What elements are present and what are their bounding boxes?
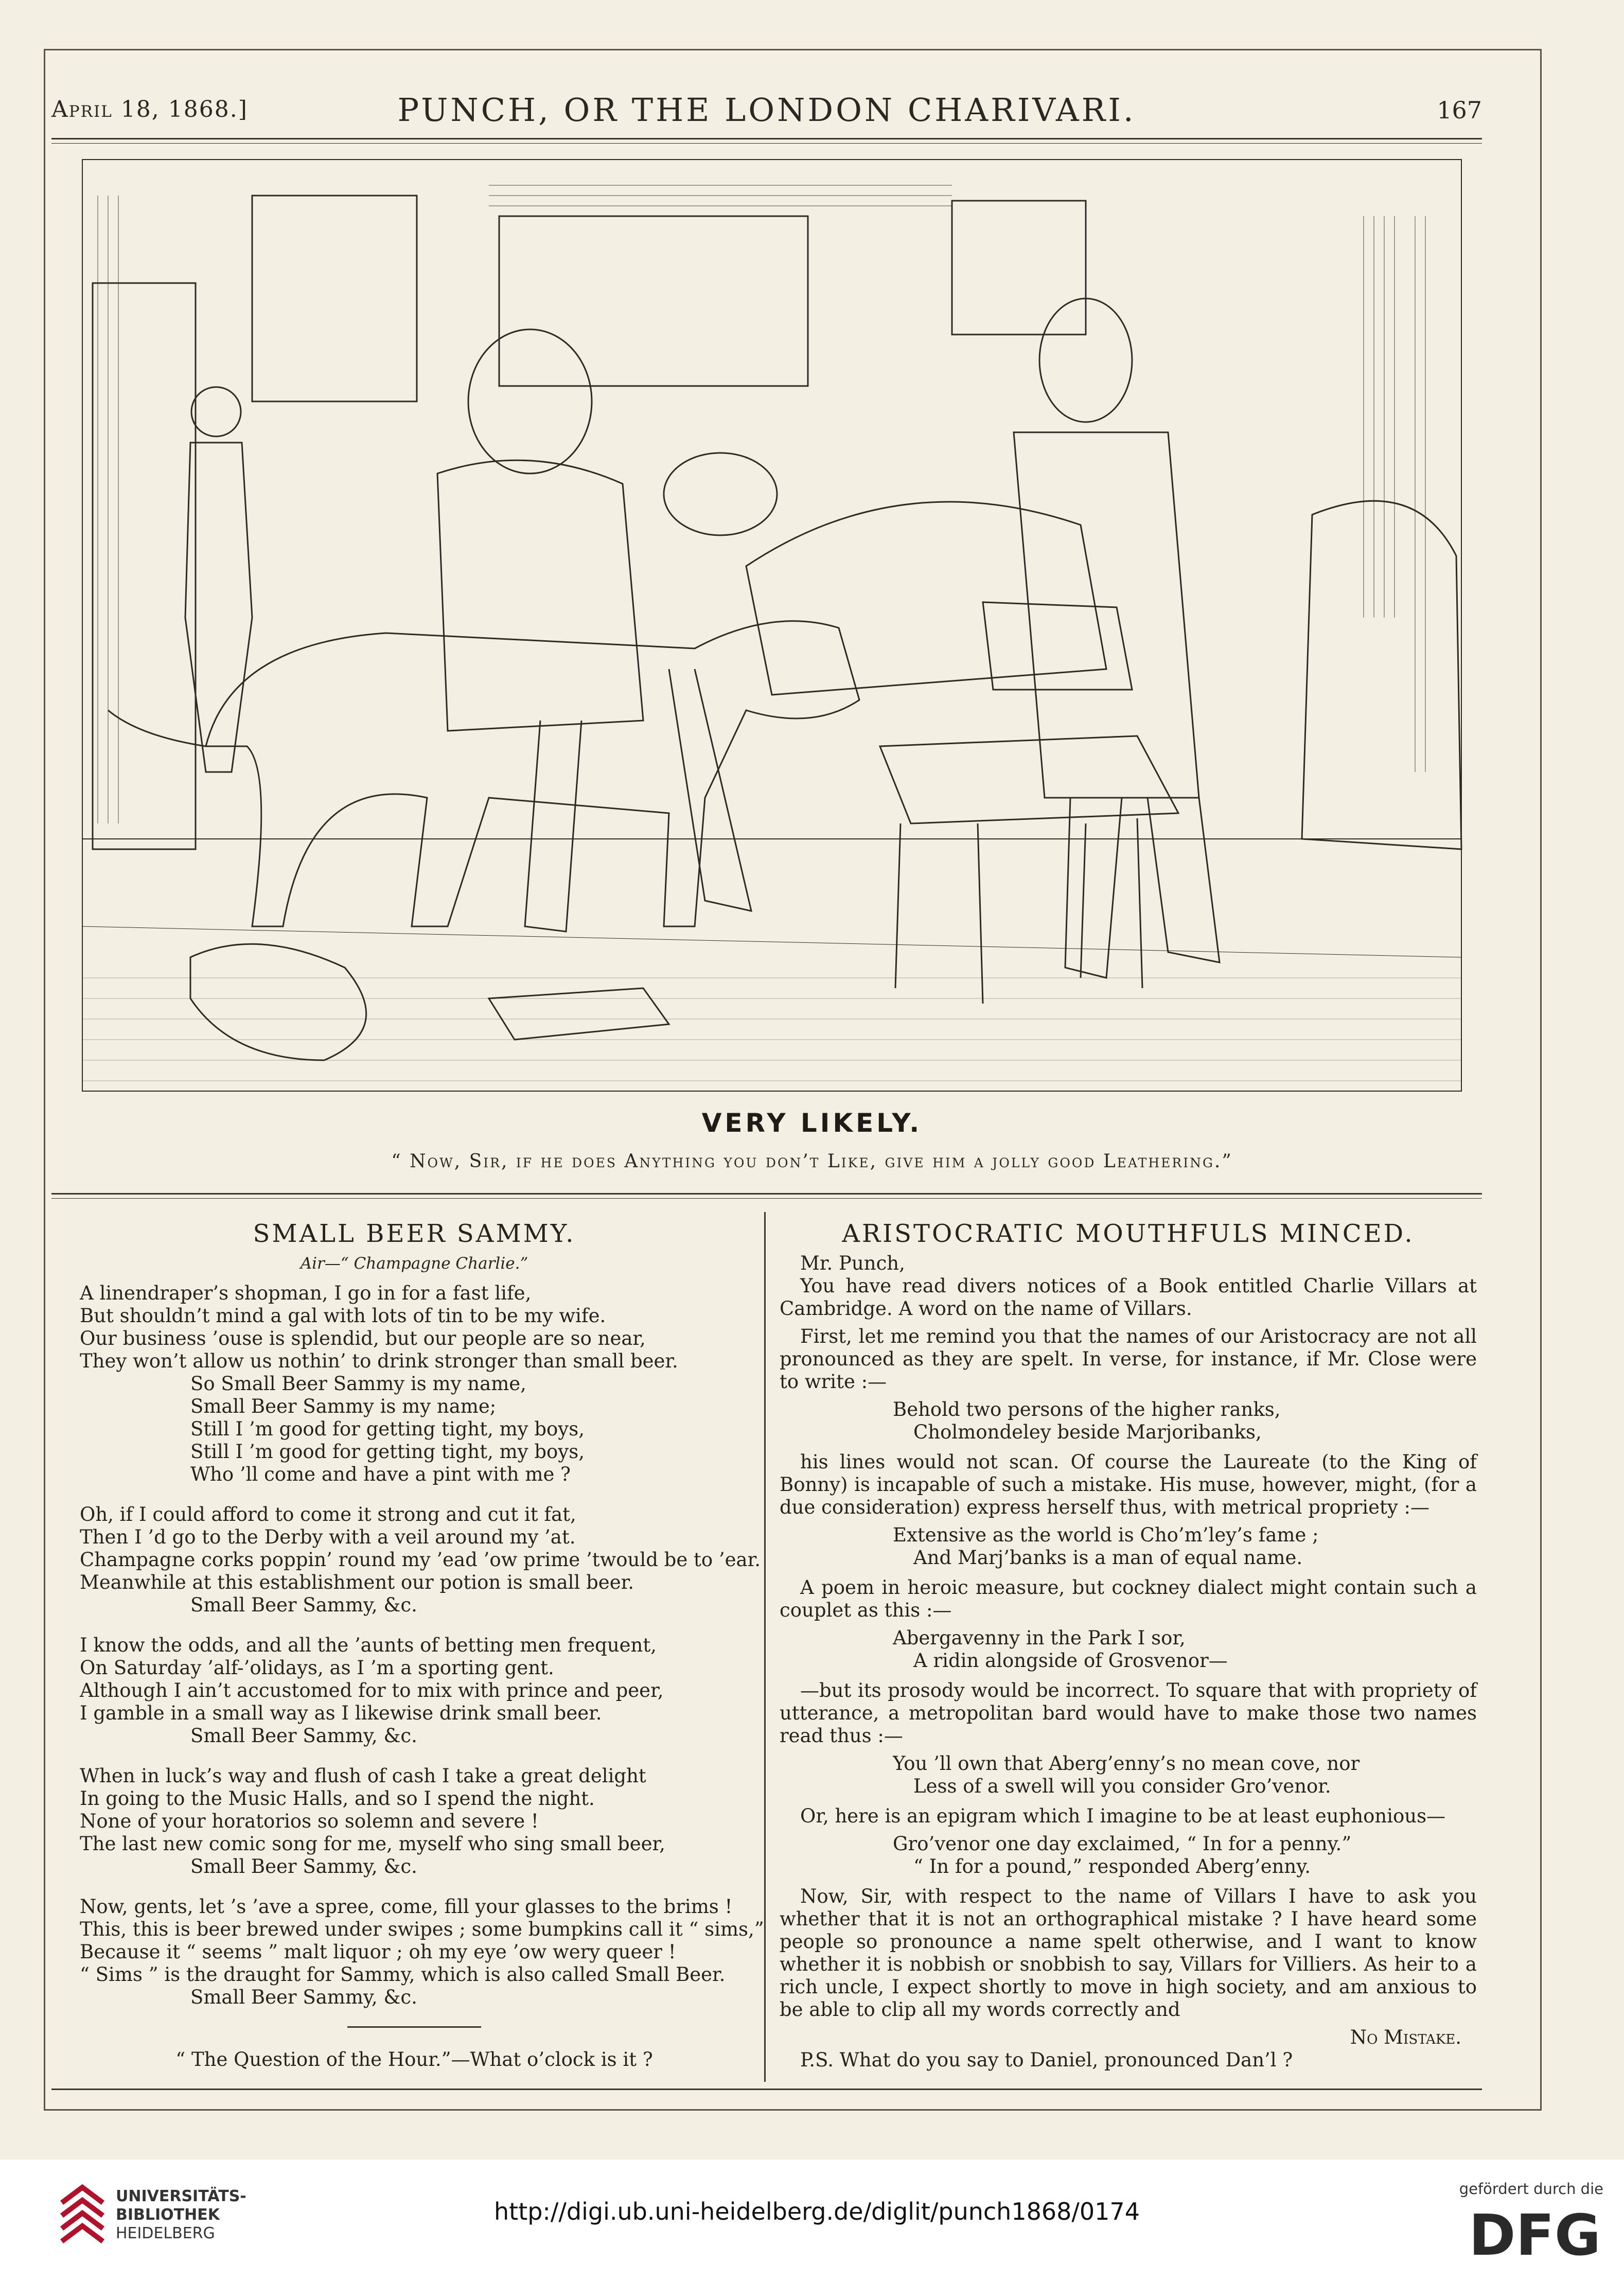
verse-quotation xyxy=(780,1627,1477,1672)
university-line-1: UNIVERSITÄTS- xyxy=(116,2187,246,2205)
dog xyxy=(206,621,859,926)
poem-line: The last new comic song for me, myself who sing small beer, xyxy=(80,1833,665,1855)
poem-line: This, this is beer brewed under swipes ; some bumpkins call it “ sims,” xyxy=(80,1918,764,1940)
page-header xyxy=(51,85,1482,142)
poem-verses xyxy=(80,1282,764,2009)
salutation: Mr. Punch, xyxy=(800,1252,905,1274)
cartoon-title: VERY LIKELY. xyxy=(701,1108,923,1138)
bottom-rule xyxy=(51,2089,1482,2090)
poem-line: Our business ’ouse is splendid, but our people are so near, xyxy=(80,1327,646,1349)
section-rule xyxy=(347,2026,481,2028)
postscript: P.S. What do you say to Daniel, pronounced Dan’l ? xyxy=(800,2049,1293,2071)
poem-line: “ Sims ” is the draught for Sammy, which is also called Small Beer. xyxy=(80,1963,726,1986)
stout-man-body xyxy=(437,460,643,731)
article-title: SMALL BEER SAMMY. xyxy=(253,1219,576,1248)
verse-quotation xyxy=(780,1833,1477,1878)
publication-title: PUNCH, OR THE LONDON CHARIVARI. xyxy=(397,91,1136,129)
header-rule xyxy=(51,138,1482,139)
quotation-line: Behold two persons of the higher ranks, xyxy=(893,1398,1281,1420)
poem-line: On Saturday ’alf-’olidays, as I ’m a sporting gent. xyxy=(80,1657,554,1679)
poem-stanza xyxy=(80,1503,761,1617)
poem-line: Meanwhile at this establishment our potion is small beer. xyxy=(80,1571,634,1593)
quotation-line: And Marj’banks is a man of equal name. xyxy=(913,1547,1303,1569)
quotation-line: “ In for a pound,” responded Aberg’enny. xyxy=(913,1855,1311,1878)
boy-head xyxy=(191,387,241,436)
poem-line: They won’t allow us nothin’ to drink stronger than small beer. xyxy=(80,1350,678,1372)
poem-line: Champagne corks poppin’ round my ’ead ’ow prime ’twould be to ’ear. xyxy=(80,1549,761,1571)
article-body xyxy=(780,1275,1477,2021)
poem-line: Still I ’m good for getting tight, my boys, xyxy=(190,1441,585,1463)
verse-quotation xyxy=(780,1524,1477,1569)
poem-line: Who ’ll come and have a pint with me ? xyxy=(190,1463,571,1485)
paragraph: A poem in heroic measure, but cockney dialect might contain such a couplet as this :— xyxy=(780,1576,1477,1621)
poem-line: I gamble in a small way as I likewise drink small beer. xyxy=(80,1702,602,1724)
caption-rule-thin xyxy=(51,1198,1482,1199)
verse-quotation xyxy=(780,1752,1477,1798)
poem-stanza xyxy=(80,1896,764,2009)
poem-line: In going to the Music Halls, and so I spend the night. xyxy=(80,1787,595,1810)
cartoon-frame xyxy=(82,160,1461,1091)
university-line-2: BIBLIOTHEK xyxy=(116,2206,220,2224)
quotation-line: You ’ll own that Aberg’enny’s no mean cove, nor xyxy=(893,1752,1360,1775)
question-of-the-hour: “ The Question of the Hour.”—What o’clock is it ? xyxy=(175,2048,653,2071)
paragraph: Or, here is an epigram which I imagine to be at least euphonious— xyxy=(800,1805,1446,1827)
column-divider xyxy=(764,1212,766,2082)
paragraph: —but its prosody would be incorrect. To square that with propriety of utterance, a metropolitan bard would have to make those two names read thus :— xyxy=(780,1679,1477,1747)
poem-line: Now, gents, let ’s ’ave a spree, come, fill your glasses to the brims ! xyxy=(80,1896,733,1918)
quotation-line: Abergavenny in the Park I sor, xyxy=(893,1627,1186,1649)
dfg-logo xyxy=(1444,2205,1603,2262)
poem-line: I know the odds, and all the ’aunts of betting men frequent, xyxy=(80,1634,657,1656)
book-on-floor xyxy=(489,988,669,1040)
paragraph: his lines would not scan. Of course the Laureate (to the King of Bonny) is incapable of such a mistake. His muse, however, might, (for a due consideration) express herself thus, with metrical propriety :— xyxy=(780,1451,1477,1518)
poem-line: Small Beer Sammy, &c. xyxy=(190,1855,417,1878)
funded-by-text: gefördert durch die xyxy=(1459,2180,1603,2198)
poem-line: Oh, if I could afford to come it strong and cut it fat, xyxy=(80,1503,576,1525)
quotation-line: Extensive as the world is Cho’m’ley’s fame ; xyxy=(893,1524,1319,1546)
poem-stanza xyxy=(80,1765,749,1878)
poem-line: So Small Beer Sammy is my name, xyxy=(190,1373,526,1395)
wall-picture-center xyxy=(499,216,808,386)
signature: No Mistake. xyxy=(1350,2026,1461,2048)
paragraph: Now, Sir, with respect to the name of Villars I have to ask you whether that it is not an orthographical mistake ? I have heard some people so pronounce a name spelt otherwise, and I want to know whether it is nobbish or snobbish to say, Villars for Villiers. As heir to a rich uncle, I expect shortly to move in high society, and am anxious to be able to clip all my words correctly and xyxy=(780,1885,1477,2021)
hat xyxy=(664,453,777,535)
poem-line: A linendraper’s shopman, I go in for a fast life, xyxy=(80,1282,532,1304)
verse-quotation xyxy=(780,1398,1477,1444)
poem-line: Then I ’d go to the Derby with a veil around my ’at. xyxy=(80,1526,576,1548)
young-man-body xyxy=(1014,432,1199,798)
cartoon-caption: “ Now, Sir, if he does Anything you don’t Like, give him a jolly good Leathering.” xyxy=(391,1151,1233,1172)
poem-line: None of your horatorios so solemn and severe ! xyxy=(80,1810,539,1832)
cartoon-illustration xyxy=(77,154,1467,1096)
article-small-beer-sammy xyxy=(80,1219,764,2071)
boots-on-floor xyxy=(190,944,366,1060)
poem-line: Small Beer Sammy, &c. xyxy=(190,1594,417,1616)
paragraph: You have read divers notices of a Book entitled Charlie Villars at Cambridge. A word on the name of Villars. xyxy=(780,1275,1477,1320)
page-number: 167 xyxy=(1437,96,1482,124)
issue-date: April 18, 1868.] xyxy=(51,96,248,122)
university-logo-icon xyxy=(57,2182,105,2244)
caption-rule xyxy=(51,1193,1482,1195)
wall-picture-left xyxy=(252,196,417,401)
university-name xyxy=(116,2187,246,2243)
university-line-3: HEIDELBERG xyxy=(116,2224,215,2242)
poem-line: Small Beer Sammy, &c. xyxy=(190,1725,417,1747)
poem-line: Small Beer Sammy is my name; xyxy=(190,1395,497,1417)
quotation-line: Less of a swell will you consider Gro’venor. xyxy=(913,1775,1331,1797)
poem-stanza xyxy=(80,1282,749,1486)
svg-text:DFG: DFG xyxy=(1469,2205,1601,2262)
bed xyxy=(746,502,1106,695)
poem-stanza xyxy=(80,1634,749,1747)
poem-line: When in luck’s way and flush of cash I take a great delight xyxy=(80,1765,646,1787)
stout-man-head xyxy=(468,329,592,473)
wall-picture-right xyxy=(952,201,1086,335)
quotation-line: Cholmondeley beside Marjoribanks, xyxy=(913,1421,1262,1443)
air-line: Air—“ Champagne Charlie.” xyxy=(300,1254,528,1273)
paragraph: First, let me remind you that the names of our Aristocracy are not all pronounced as they are spelt. In verse, for instance, if Mr. Close were to write :— xyxy=(780,1325,1477,1393)
poem-line: Although I ain’t accustomed for to mix with prince and peer, xyxy=(80,1679,664,1701)
quotation-line: A ridin alongside of Grosvenor— xyxy=(913,1650,1228,1672)
quotation-line: Gro’venor one day exclaimed, “ In for a penny.” xyxy=(893,1833,1352,1855)
chair xyxy=(880,602,1178,1004)
poem-line: Because it “ seems ” malt liquor ; oh my eye ’ow wery queer ! xyxy=(80,1941,676,1963)
poem-line: Still I ’m good for getting tight, my boys, xyxy=(190,1418,585,1440)
poem-line: Small Beer Sammy, &c. xyxy=(190,1986,417,2008)
source-url-link[interactable]: http://digi.ub.uni-heidelberg.de/diglit/punch1868/0174 xyxy=(494,2198,1140,2225)
armchair xyxy=(1302,501,1461,849)
poem-line: But shouldn’t mind a gal with lots of tin to be my wife. xyxy=(80,1305,606,1327)
header-rule-thin xyxy=(51,143,1482,144)
article-aristocratic-mouthfuls xyxy=(780,1219,1477,2077)
article-title: ARISTOCRATIC MOUTHFULS MINCED. xyxy=(842,1219,1415,1248)
